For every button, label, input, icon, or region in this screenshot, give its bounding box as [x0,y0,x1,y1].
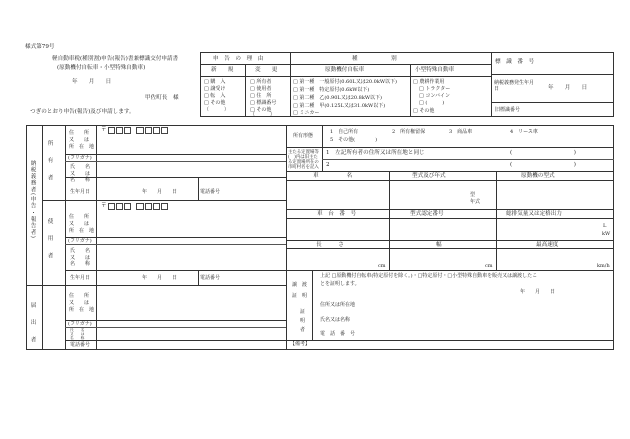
transfer-date[interactable]: 年 月 日 [520,289,556,295]
lead-text: つぎのとおり申告(報告)及び申請します。 [30,109,135,115]
width-label: 幅 [436,242,442,248]
plate-label: 標 識 番 号 [495,59,535,65]
form-number: 様式第79号 [25,44,55,50]
length-unit: cm [378,263,386,269]
owner-birth-value[interactable]: 年 月 日 [142,189,178,195]
kind-moped-1[interactable]: □ 第一種 一般原付(0.60L又は20.0kW以下) [293,79,397,85]
reason-new-purchase[interactable]: □ 購 入 [204,79,226,85]
displacement-unit-kw: kW [602,231,611,237]
reason-change-other-paren: （ ） [250,112,276,118]
ownership-opt-1[interactable]: 1 自己所有 [330,129,359,135]
kind-header: 種 別 [352,56,397,62]
location-opt-2[interactable]: 2 [326,162,330,168]
owner-furigana-label: (フリガナ) [68,155,92,161]
remarks-label: 【備考】 [290,341,311,347]
tax-start-label: 納税義務発生年月日 [494,80,535,93]
vehicle-name-label: 車 名 [313,173,353,179]
user-birth-label: 生年月日 [70,275,91,281]
reason-new-move-in[interactable]: □ 転 入 [204,93,226,99]
user-address-label: 住 所 又 は 所 在 地 [69,214,95,234]
displacement-unit-l: L [603,223,607,229]
reason-change-address[interactable]: □ 住 所 [250,93,272,99]
reason-new-other-paren: （ ） [204,107,230,113]
old-plate-label: 旧標識番号 [495,107,521,113]
owner-name-label: 氏 名 又 は 名 称 [70,164,91,183]
filer-side-label: 届 出 者 [29,302,36,345]
user-postal-mark: 〒 [101,203,107,209]
location-label: 主たる定置場等( )内は旧主たる定置場所在の市町村名を記入 [288,150,319,171]
transfer-label-bottom: 証 明 [292,293,308,299]
mayor-address: 甲佐町長 様 [145,95,179,101]
reason-change-owner[interactable]: □ 所有者 [250,79,272,85]
filer-phone-label: 電話番号 [70,342,91,348]
owner-birth-label: 生年月日 [70,189,91,195]
transfer-text-2: とを証明します。 [320,281,360,287]
owner-address-label: 住 所 又 は 所 在 地 [69,130,95,150]
certifier-label-3: 者 [300,327,306,333]
owner-postal-boxes[interactable] [108,127,168,134]
displacement-label: 総排気量又は定格出力 [506,211,562,217]
filer-name-label: 氏 名 又 は 名 称 [70,328,85,340]
kind-moped-3[interactable]: □ 第二種 乙(0.90L又は20.8kW以下) [293,95,382,101]
user-birth-value[interactable]: 年 月 日 [142,275,178,281]
kind-moped-5[interactable]: □ ミニカー [293,110,320,116]
certifier-phone-label: 電 話 番 号 [320,331,356,337]
ownership-opt-5[interactable]: 5 その他( ) [330,137,378,143]
certifier-label-1: 証 [300,309,306,315]
user-label: 使 用 者 [46,218,53,261]
owner-postal-mark: 〒 [101,127,107,133]
location-opt-1-paren[interactable]: ( ) [510,150,576,156]
user-phone-label: 電話番号 [200,275,221,281]
ownership-opt-4[interactable]: 4 リース車 [510,129,538,135]
filer-address-label: 住 所 又 は 所 在 地 [69,293,95,313]
kind-moped-2[interactable]: □ 第一種 特定原付(0.6kW以下) [293,87,370,93]
location-opt-2-paren[interactable]: ( ) [510,162,576,168]
speed-label: 最高速度 [536,242,559,248]
filer-furigana-label: (フリガナ) [68,321,92,327]
location-opt-1[interactable]: 1 左記所有者の住所又は所在地と同じ [326,150,425,156]
reason-new-other[interactable]: □ その他 [204,100,226,106]
transfer-text-1: 上記 □原動機付自転車(特定原付を除く。)・□特定原付・□小型特殊自動車を販売又は譲渡したこ [320,273,538,279]
kind-moped-4[interactable]: □ 第二種 甲(0.125L又は31.0kW以下) [293,103,386,109]
speed-unit: km/h [597,263,610,269]
certifier-address-label: 住所又は所在地 [320,302,356,308]
kind-special-3[interactable]: □ コンバイン [419,93,450,99]
width-unit: cm [485,263,493,269]
reason-new-transfer[interactable]: □ 譲受け [204,86,226,92]
filing-date: 年 月 日 [72,79,112,85]
cert-no-label: 型式認定番号 [410,211,444,217]
ownership-label: 所有形態 [293,133,314,139]
reason-change-header: 変 更 [255,67,278,73]
certifier-name-label: 氏名又は名称 [320,317,351,323]
taxpayer-side-label: 納税義務者(申告・報告者) [29,160,36,239]
owner-phone-label: 電話番号 [200,189,221,195]
vehicle-model-year-label: 型式及び年式 [412,173,446,179]
form-subtitle: (原動機付自転車・小型特殊自動車) [57,65,146,71]
kind-special-header: 小型特殊自動車 [415,67,455,73]
ownership-opt-3[interactable]: 3 商品車 [449,129,473,135]
vehicle-year-unit: 年式 [470,199,481,205]
length-label: 長 さ [316,242,344,248]
form-title: 軽自動車税(種別割)申告(報告)書兼標識交付申請書 [52,56,179,62]
reason-change-plate[interactable]: □ 標識番号 [250,100,277,106]
user-furigana-label: (フリガナ) [68,238,92,244]
kind-special-1[interactable]: □ 農耕作業用 [413,79,445,85]
transfer-label-top: 譲 渡 [292,282,308,288]
vehicle-model-unit: 型 [470,192,476,198]
user-postal-boxes[interactable] [108,203,168,210]
kind-special-5[interactable]: □ その他 [413,108,435,114]
ownership-opt-2[interactable]: 2 所有権留保 [392,129,426,135]
user-name-label: 氏 名 又 は 名 称 [70,248,91,267]
reason-header: 申 告 の 理 由 [213,56,264,62]
vehicle-engine-model-label: 原動機の型式 [521,173,555,179]
kind-special-4[interactable]: □ ( ) [419,100,445,106]
certifier-label-2: 明 [300,318,306,324]
reason-new-header: 新 規 [211,67,234,73]
chassis-label: 車 台 番 号 [317,211,357,217]
kind-special-2[interactable]: □ トラクター [419,86,451,92]
owner-label: 所 有 者 [46,140,53,183]
reason-change-user[interactable]: □ 使用者 [250,86,272,92]
reason-change-other[interactable]: □ その他 [250,107,272,113]
tax-start-date: 年 月 日 [548,85,588,91]
kind-moped-header: 原動機付自転車 [325,67,365,73]
